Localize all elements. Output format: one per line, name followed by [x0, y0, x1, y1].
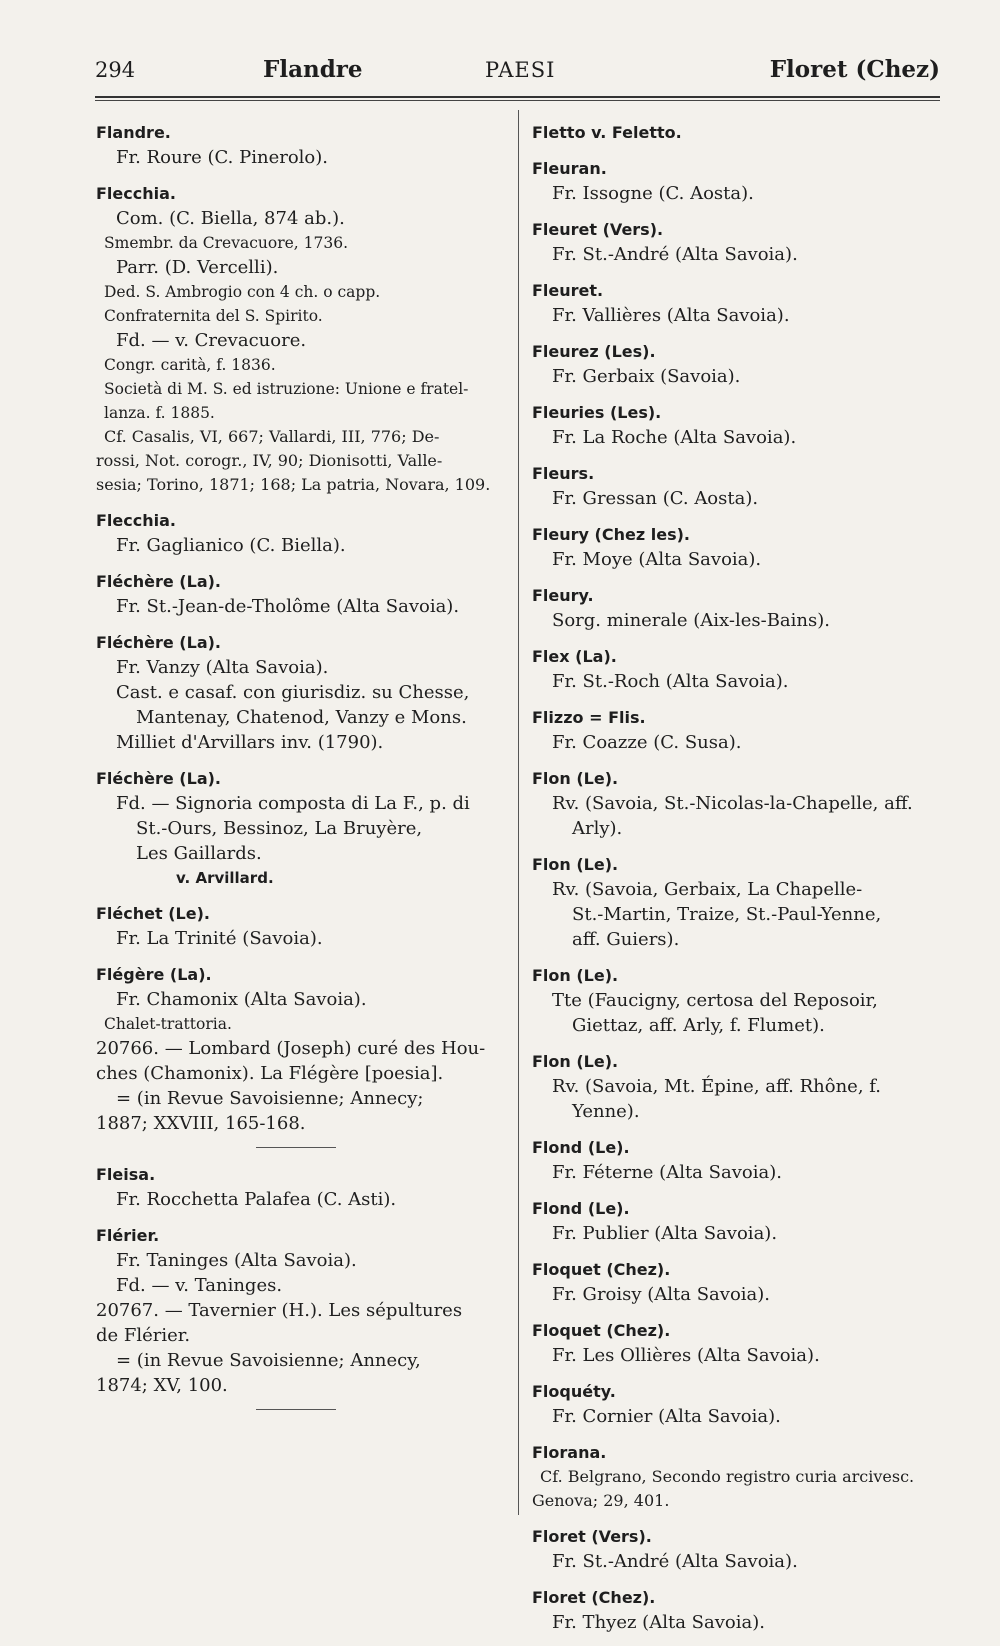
entry-fleury	[532, 583, 944, 633]
entry-line: Tte (Faucigny, certosa del Reposoir,	[552, 990, 878, 1011]
entry-line: Milliet d'Arvillars inv. (1790).	[116, 732, 384, 753]
entry-line: Parr. (D. Vercelli).	[116, 257, 279, 278]
entry-headword: Floret (Chez).	[532, 1588, 656, 1607]
entry-note: Congr. carità, f. 1836.	[104, 356, 276, 374]
entry-floquet-2	[532, 1318, 944, 1368]
left-column	[96, 120, 508, 1410]
entry-fleurs	[532, 461, 944, 511]
entry-headword: Flond (Le).	[532, 1199, 630, 1218]
bibliography-line: sesia; Torino, 1871; 168; La patria, Novara, 109.	[96, 475, 491, 494]
entry-line: Fr. Roure (C. Pinerolo).	[116, 147, 329, 168]
entry-headword: Flon (Le).	[532, 1052, 619, 1071]
entry-line: Yenne).	[572, 1101, 640, 1122]
entry-floret-vers	[532, 1524, 944, 1574]
header-right-title: Floret (Chez)	[769, 56, 940, 83]
entry-note: Smembr. da Crevacuore, 1736.	[104, 234, 349, 252]
entry-flechere-2	[96, 630, 508, 755]
entry-floquet-1	[532, 1257, 944, 1307]
entry-headword: Fléchère (La).	[96, 572, 221, 591]
entry-line: Fr. Cornier (Alta Savoia).	[552, 1406, 781, 1427]
entry-line: Fr. Vanzy (Alta Savoia).	[116, 657, 329, 678]
header-rule	[95, 96, 940, 98]
entry-line: Fr. Groisy (Alta Savoia).	[552, 1284, 771, 1305]
bibliography-item: 1874; XV, 100.	[96, 1375, 228, 1396]
entry-headword: Fleury.	[532, 586, 594, 605]
entry-fleuret-vers	[532, 217, 944, 267]
entry-line: Fr. Gaglianico (C. Biella).	[116, 535, 346, 556]
column-divider	[518, 110, 519, 1515]
entry-headword: Floquéty.	[532, 1382, 616, 1401]
bibliography-item: = (in Revue Savoisienne; Annecy,	[116, 1350, 421, 1371]
section-separator	[256, 1147, 336, 1148]
entry-line: Fr. Coazze (C. Susa).	[552, 732, 742, 753]
entry-note: Società di M. S. ed istruzione: Unione e fratel-	[104, 380, 469, 398]
entry-headword: Floquet (Chez).	[532, 1321, 671, 1340]
entry-line: Fr. St.-Jean-de-Tholôme (Alta Savoia).	[116, 596, 460, 617]
entry-line: Fr. La Roche (Alta Savoia).	[552, 427, 797, 448]
entry-headword: Flon (Le).	[532, 966, 619, 985]
header-rule-thin	[95, 100, 940, 101]
entry-line: Fr. Gressan (C. Aosta).	[552, 488, 759, 509]
entry-line: Fr. La Trinité (Savoia).	[116, 928, 323, 949]
entry-headword: Flond (Le).	[532, 1138, 630, 1157]
page-header	[95, 58, 940, 92]
entry-headword: Fleuran.	[532, 159, 607, 178]
entry-flechet	[96, 901, 508, 951]
entry-line: Rv. (Savoia, Gerbaix, La Chapelle-	[552, 879, 863, 900]
bibliography-item: de Flérier.	[96, 1325, 191, 1346]
entry-line: Giettaz, aff. Arly, f. Flumet).	[572, 1015, 825, 1036]
entry-line: aff. Guiers).	[572, 929, 680, 950]
bibliography-item: = (in Revue Savoisienne; Annecy;	[116, 1088, 424, 1109]
entry-headword: Flon (Le).	[532, 769, 619, 788]
entry-headword: Fleuries (Les).	[532, 403, 662, 422]
entry-headword: Flérier.	[96, 1226, 160, 1245]
entry-headword: Fleisa.	[96, 1165, 156, 1184]
entry-headword: Fleury (Chez les).	[532, 525, 690, 544]
entry-fleuret	[532, 278, 944, 328]
entry-line: Sorg. minerale (Aix-les-Bains).	[552, 610, 830, 631]
entry-note: Chalet-trattoria.	[104, 1015, 232, 1033]
entry-line: Fr. Thyez (Alta Savoia).	[552, 1612, 765, 1633]
entry-flizzo	[532, 705, 944, 755]
bibliography-line: rossi, Not. corogr., IV, 90; Dionisotti, Valle-	[96, 451, 443, 470]
entry-flecchia-2	[96, 508, 508, 558]
entry-line: Fr. Moye (Alta Savoia).	[552, 549, 762, 570]
entry-line: St.-Ours, Bessinoz, La Bruyère,	[136, 818, 423, 839]
entry-flechere-3	[96, 766, 508, 890]
entry-headword: Floquet (Chez).	[532, 1260, 671, 1279]
entry-headword: Fléchère (La).	[96, 769, 221, 788]
entry-headword: Flizzo = Flis.	[532, 708, 646, 727]
entry-line: Fr. Publier (Alta Savoia).	[552, 1223, 778, 1244]
section-separator	[256, 1409, 336, 1410]
entry-headword: Flex (La).	[532, 647, 617, 666]
entry-line: Fr. St.-André (Alta Savoia).	[552, 244, 798, 265]
entry-line: Rv. (Savoia, Mt. Épine, aff. Rhône, f.	[552, 1076, 882, 1097]
entry-fleuries	[532, 400, 944, 450]
entry-headword: Fletto v. Feletto.	[532, 123, 682, 142]
entry-flon-2	[532, 852, 944, 952]
entry-floret-chez	[532, 1585, 944, 1635]
entry-line: Fd. — v. Taninges.	[116, 1275, 283, 1296]
entry-headword: Fleurez (Les).	[532, 342, 656, 361]
entry-line: Cast. e casaf. con giurisdiz. su Chesse,	[116, 682, 470, 703]
entry-line: Fd. — Signoria composta di La F., p. di	[116, 793, 470, 814]
entry-line: Fr. Les Ollières (Alta Savoia).	[552, 1345, 820, 1366]
entry-line: Fr. St.-André (Alta Savoia).	[552, 1551, 798, 1572]
header-left-title: Flandre	[263, 56, 363, 83]
bibliography-item: 1887; XXVIII, 165-168.	[96, 1113, 306, 1134]
entry-line: Fr. Issogne (C. Aosta).	[552, 183, 754, 204]
entry-headword: Flecchia.	[96, 184, 176, 203]
entry-fletto	[532, 120, 944, 145]
bibliography-item: 20766. — Lombard (Joseph) curé des Hou-	[96, 1038, 486, 1059]
entry-flerier	[96, 1223, 508, 1398]
entry-flandre	[96, 120, 508, 170]
entry-headword: Flon (Le).	[532, 855, 619, 874]
entry-headword: Flégère (La).	[96, 965, 212, 984]
entry-line: Les Gaillards.	[136, 843, 262, 864]
entry-note: lanza. f. 1885.	[104, 404, 215, 422]
entry-flechere-1	[96, 569, 508, 619]
entry-line: Fr. Chamonix (Alta Savoia).	[116, 989, 367, 1010]
bibliography-line: Cf. Belgrano, Secondo registro curia arcivesc.	[540, 1467, 915, 1486]
entry-headword: Fleuret.	[532, 281, 604, 300]
entry-note: Ded. S. Ambrogio con 4 ch. o capp.	[104, 283, 381, 301]
entry-headword: Fleurs.	[532, 464, 595, 483]
entry-flon-4	[532, 1049, 944, 1124]
entry-headword: Fléchère (La).	[96, 633, 221, 652]
right-column	[532, 120, 944, 1646]
entry-fleuran	[532, 156, 944, 206]
entry-line: Rv. (Savoia, St.-Nicolas-la-Chapelle, aff.	[552, 793, 913, 814]
entry-headword: Floret (Vers).	[532, 1527, 652, 1546]
entry-line: Mantenay, Chatenod, Vanzy e Mons.	[136, 707, 467, 728]
entry-line: Com. (C. Biella, 874 ab.).	[116, 208, 345, 229]
entry-flon-1	[532, 766, 944, 841]
entry-flex	[532, 644, 944, 694]
entry-fleury-chez	[532, 522, 944, 572]
cross-reference: v. Arvillard.	[176, 869, 274, 887]
entry-flegere	[96, 962, 508, 1136]
header-center-title: PAESI	[485, 58, 556, 82]
entry-fleurez	[532, 339, 944, 389]
entry-headword: Fléchet (Le).	[96, 904, 210, 923]
entry-flond-1	[532, 1135, 944, 1185]
entry-floquety	[532, 1379, 944, 1429]
bibliography-item: 20767. — Tavernier (H.). Les sépultures	[96, 1300, 463, 1321]
bibliography-line: Cf. Casalis, VI, 667; Vallardi, III, 776; De-	[104, 427, 440, 446]
entry-line: Fr. Taninges (Alta Savoia).	[116, 1250, 357, 1271]
entry-line: Fr. St.-Roch (Alta Savoia).	[552, 671, 789, 692]
entry-headword: Flandre.	[96, 123, 171, 142]
entry-line: Arly).	[572, 818, 623, 839]
entry-line: Fr. Rocchetta Palafea (C. Asti).	[116, 1189, 397, 1210]
bibliography-item: ches (Chamonix). La Flégère [poesia].	[96, 1063, 444, 1084]
page-number: 294	[95, 58, 136, 82]
entry-headword: Florana.	[532, 1443, 607, 1462]
entry-note: Confraternita del S. Spirito.	[104, 307, 323, 325]
entry-line: Fr. Féterne (Alta Savoia).	[552, 1162, 782, 1183]
bibliography-line: Genova; 29, 401.	[532, 1491, 670, 1510]
entry-fleisa	[96, 1162, 508, 1212]
entry-line: Fr. Gerbaix (Savoia).	[552, 366, 741, 387]
entry-florana	[532, 1440, 944, 1513]
entry-line: St.-Martin, Traize, St.-Paul-Yenne,	[572, 904, 882, 925]
entry-line: Fd. — v. Crevacuore.	[116, 330, 307, 351]
entry-flond-2	[532, 1196, 944, 1246]
entry-headword: Flecchia.	[96, 511, 176, 530]
entry-flon-3	[532, 963, 944, 1038]
entry-headword: Fleuret (Vers).	[532, 220, 664, 239]
entry-flecchia	[96, 181, 508, 497]
entry-line: Fr. Vallières (Alta Savoia).	[552, 305, 790, 326]
